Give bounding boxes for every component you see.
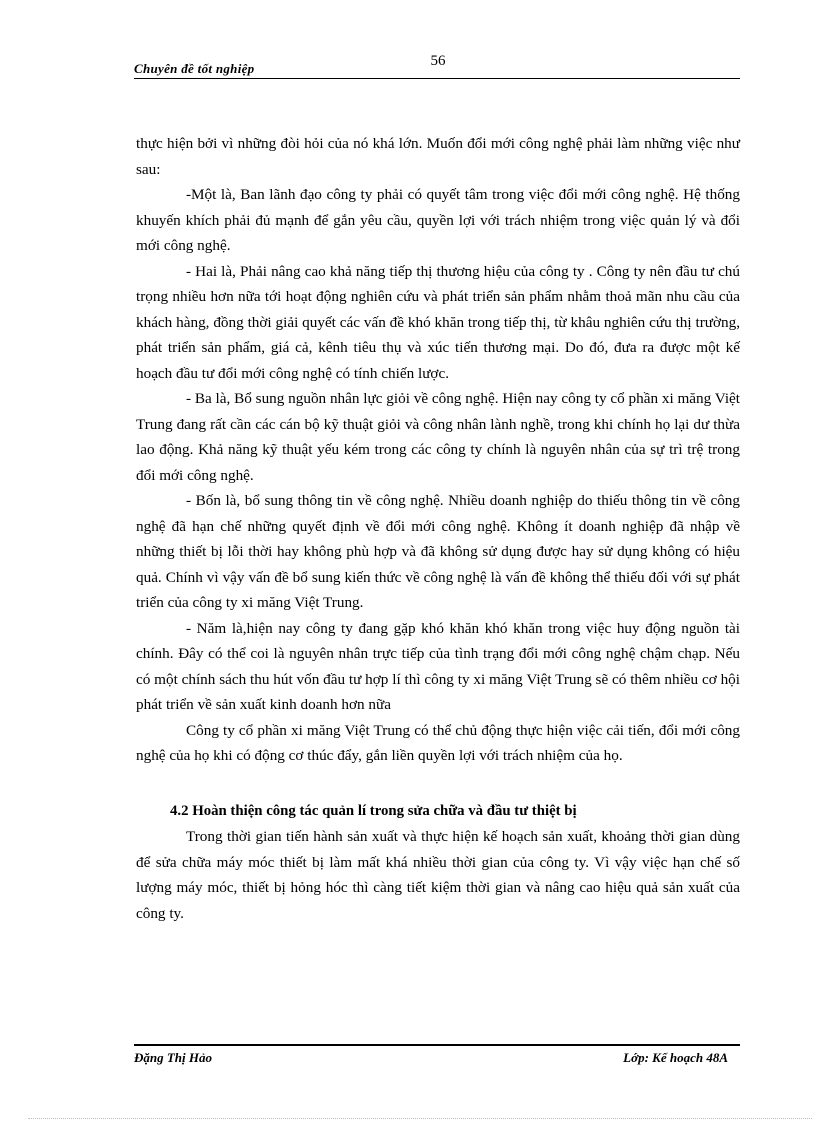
- body-paragraph-5: - Bốn là, bổ sung thông tin về công nghệ. Nhiều doanh nghiệp do thiếu thông tin về công nghệ đã hạn chế những quyết định về đổi mới công nghệ. Không ít doanh nghiệp đã nhập về những thiết bị lỗi thời hay không phù hợp và đã không sử dụng được hay sử dụng không có hiệu quả. Chính vì vậy vấn đề bổ sung kiến thức về công nghệ là vấn đề không thể thiếu đối với sự phát triển của công ty xi măng Việt Trung.: [136, 492, 740, 611]
- body-paragraph-7: Công ty cổ phần xi măng Việt Trung có thể chủ động thực hiện việc cải tiến, đổi mới công nghệ của họ khi có động cơ thúc đẩy, gắn liền quyền lợi với trách nhiệm của họ.: [136, 721, 740, 764]
- footer-author: Đặng Thị Hảo: [134, 1050, 213, 1065]
- header-title: Chuyên đề tốt nghiệp: [134, 61, 255, 76]
- body-paragraph-1: thực hiện bởi vì những đòi hỏi của nó khá lớn. Muốn đổi mới công nghệ phải làm những việc như sau:: [136, 135, 740, 178]
- body-paragraph-3: - Hai là, Phải nâng cao khả năng tiếp thị thương hiệu của công ty . Công ty nên đầu tư chú trọng nhiều hơn nữa tới hoạt động nghiên cứu và phát triển sản phẩm nhằm thoả mãn nhu cầu của khách hàng, đồng thời giải quyết các vấn đề khó khăn trong tiếp thị, từ khâu nghiên cứu thị trường, phát triển sản phẩm, giá cả, kênh tiêu thụ và xúc tiến thương mại. Do đó, đưa ra được một kế hoạch đầu tư đổi mới công nghệ có tính chiến lược.: [136, 262, 740, 382]
- footer-class: Lớp: Kế hoạch 48A: [623, 1050, 728, 1065]
- section-paragraph: Trong thời gian tiến hành sản xuất và thực hiện kế hoạch sản xuất, khoảng thời gian dùng để sửa chữa máy móc thiết bị làm mất khá nhiều thời gian của công ty. Vì vậy việc hạn chế số lượng máy móc, thiết bị hỏng hóc thì càng tiết kiệm thời gian và nâng cao hiệu quả sản xuất của công ty.: [136, 828, 740, 922]
- page-number: 56: [430, 53, 446, 69]
- section-heading: 4.2 Hoàn thiện công tác quản lí trong sửa chữa và đầu tư thiệt bị: [170, 802, 577, 819]
- document-body: [136, 131, 740, 926]
- body-paragraph-2: -Một là, Ban lãnh đạo công ty phải có quyết tâm trong việc đổi mới công nghệ. Hệ thống khuyến khích phải đủ mạnh để gắn yêu cầu, quyền lợi với trách nhiệm trong việc quản lý và đổi mới công nghệ.: [136, 186, 740, 254]
- page-footer: [134, 1044, 740, 1068]
- body-paragraph-6: - Năm là,hiện nay công ty đang gặp khó khăn khó khăn trong việc huy động nguồn tài chính. Đây có thể coi là nguyên nhân trực tiếp của tình trạng đổi mới công nghệ chậm chạp. Nếu có một chính sách thu hút vốn đầu tư hợp lí thì công ty xi măng Việt Trung sẽ có thêm nhiều cơ hội phát triển về sản xuất kinh doanh hơn nữa: [136, 619, 740, 713]
- body-paragraph-4: - Ba là, Bổ sung nguồn nhân lực giỏi về công nghệ. Hiện nay công ty cổ phần xi măng Việt Trung đang rất cần các cán bộ kỹ thuật giỏi và công nhân lành nghề, trong khi chính họ lại dư thừa lao động. Khả năng kỹ thuật yếu kém trong các công ty chính là nguyên nhân của sự trì trệ trong đổi mới công nghệ.: [136, 390, 740, 484]
- page-edge-divider: [28, 1118, 812, 1119]
- page-header: [134, 62, 740, 79]
